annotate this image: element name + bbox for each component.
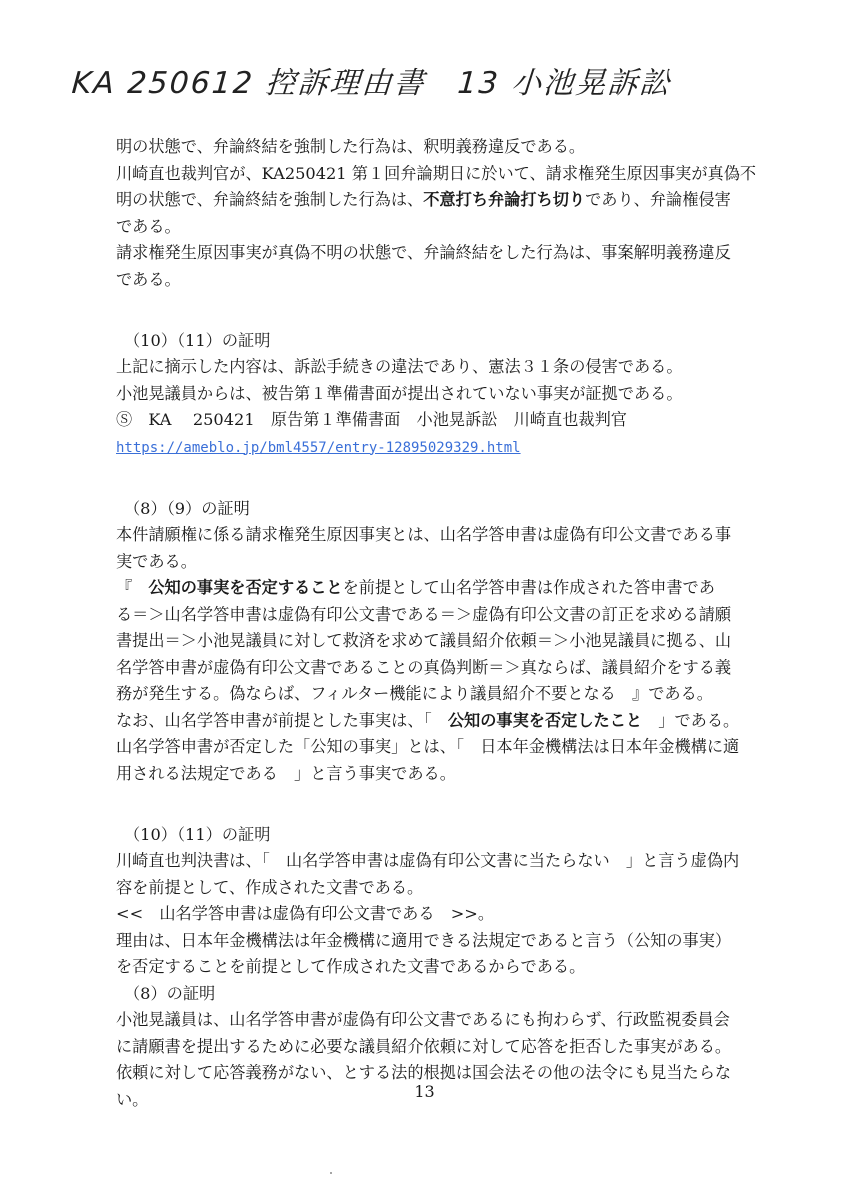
text-line: 山名学答申書が否定した「公知の事実」とは、「 日本年金機構法は日本年金機構に適 <box>116 737 740 756</box>
document-body <box>116 134 796 1113</box>
text-line: 実である。 <box>116 551 197 571</box>
url-line <box>116 434 796 462</box>
text-line: を否定することを前提として作成された文書であるからである。 <box>116 957 586 976</box>
text-line: 小池晃議員からは、被告第１準備書面が提出されていない事実が証拠である。 <box>116 383 683 403</box>
text-line: 書提出＝＞小池晃議員に対して救済を求めて議員紹介依頼＝＞小池晃議員に拠る、山 <box>116 631 732 650</box>
text-line: 名学答申書が虚偽有印公文書であることの真偽判断＝＞真ならば、議員紹介をする義 <box>116 657 732 677</box>
bold-phrase: 不意打ち弁論打ち切り <box>423 190 586 209</box>
text-line <box>116 187 796 214</box>
page-number: 13 <box>414 1082 435 1101</box>
text-line <box>116 575 796 602</box>
bold-phrase: 公知の事実を否定したこと <box>447 710 643 730</box>
text-span: なお、山名学答申書が前提とした事実は、「 <box>116 710 448 730</box>
text-line: 理由は、日本年金機構法は年金機構に適用できる法規定であると言う（公知の事実） <box>116 930 732 950</box>
text-line: い。 <box>116 1089 149 1109</box>
text-line: 小池晃議員は、山名学答申書が虚偽有印公文書であるにも拘わらず、行政監視委員会 <box>116 1010 730 1029</box>
text-line: 用される法規定である 」と言う事実である。 <box>116 763 456 783</box>
text-line: 明の状態で、弁論終結を強制した行為は、釈明義務違反である。 <box>116 137 586 156</box>
section-heading: （8）（9）の証明 <box>124 498 250 518</box>
text-line: である。 <box>116 216 181 236</box>
text-span: 明の状態で、弁論終結を強制した行為は、 <box>116 190 424 209</box>
text-span: を前提として山名学答申書は作成された答申書であ <box>342 578 715 597</box>
text-line: 務が発生する。偽ならば、フィルター機能により議員紹介不要となる 』である。 <box>116 684 713 703</box>
text-line: 川崎直也判決書は、「 山名学答申書は虚偽有印公文書に当たらない 」と言う虚偽内 <box>116 851 740 870</box>
text-line: 本件請願権に係る請求権発生原因事実とは、山名学答申書は虚偽有印公文書である事 <box>116 525 732 544</box>
blog-link[interactable]: https://ameblo.jp/bml4557/entry-12895029329.html <box>116 439 521 456</box>
text-line: Ⓢ KA 250421 原告第１準備書面 小池晃訴訟 川崎直也裁判官 <box>116 410 627 429</box>
text-line: に請願書を提出するために必要な議員紹介依頼に対して応答を拒否した事実がある。 <box>116 1036 732 1056</box>
text-span: 『 <box>116 578 149 597</box>
bold-phrase: 公知の事実を否定すること <box>148 578 343 597</box>
text-line: 上記に摘示した内容は、訴訟手続きの違法であり、憲法３１条の侵害である。 <box>116 357 683 376</box>
text-line: 容を前提として、作成された文書である。 <box>116 877 424 897</box>
section-heading: （10）（11）の証明 <box>124 330 271 350</box>
scan-speck <box>330 1172 332 1174</box>
section-heading: （8）の証明 <box>124 983 216 1003</box>
text-span: であり、弁論権侵害 <box>585 190 731 209</box>
handwritten-header: KA 250612 控訴理由書 13 小池晃訴訟 <box>70 66 673 101</box>
text-line: 依頼に対して応答義務がない、とする法的根拠は国会法その他の法令にも見当たらな <box>116 1063 732 1082</box>
section-heading: （10）（11）の証明 <box>124 824 271 844</box>
text-line: 請求権発生原因事実が真偽不明の状態で、弁論終結をした行為は、事案解明義務違反 <box>116 243 731 262</box>
text-line <box>116 708 796 735</box>
text-line: 川崎直也裁判官が、KA250421 第１回弁論期日に於いて、請求権発生原因事実が真偽不 <box>116 163 757 183</box>
text-line: る＝＞山名学答申書は虚偽有印公文書である＝＞虚偽有印公文書の訂正を求める請願 <box>116 604 732 624</box>
text-span: 」である。 <box>642 710 740 730</box>
text-line: である。 <box>116 269 181 289</box>
text-line: << 山名学答申書は虚偽有印公文書である >>。 <box>116 904 495 923</box>
